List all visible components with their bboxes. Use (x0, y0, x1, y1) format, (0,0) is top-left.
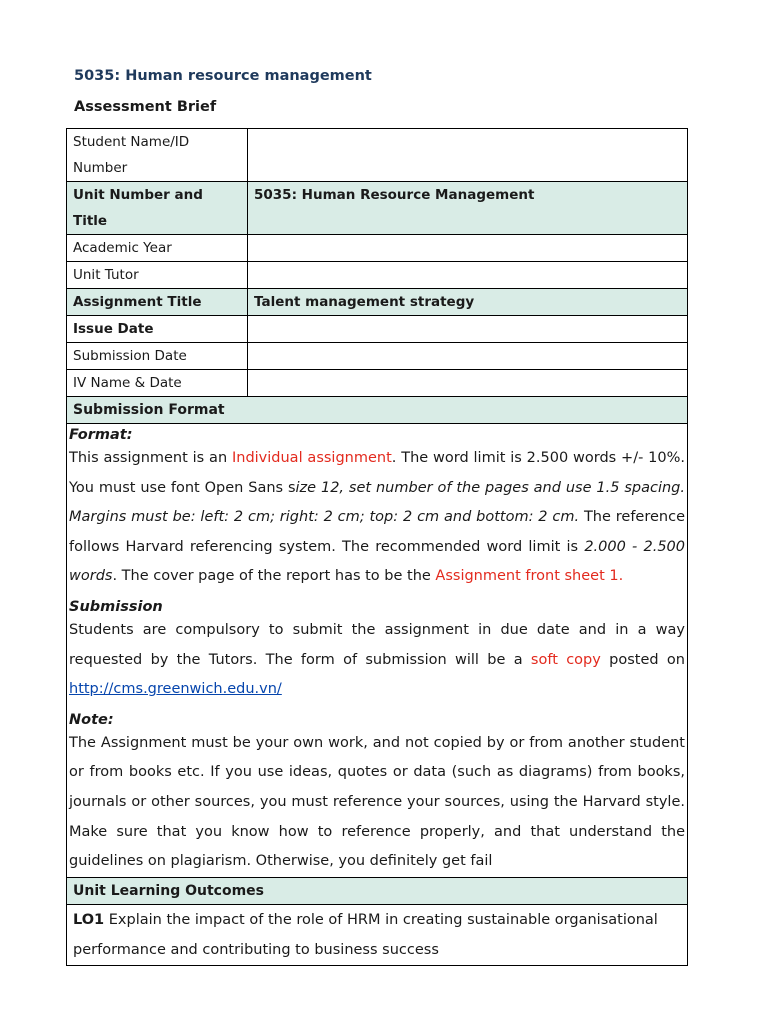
learning-outcomes-title: Unit Learning Outcomes (67, 877, 688, 904)
row-label-submission-date: Submission Date (67, 343, 248, 370)
table-row (67, 289, 688, 316)
row-value-assignment-title: Talent management strategy (248, 289, 688, 316)
table-row (67, 235, 688, 262)
table-row (67, 129, 688, 182)
row-value-unit-number: 5035: Human Resource Management (248, 182, 688, 235)
table-row (67, 370, 688, 397)
row-value-iv-name (248, 370, 688, 397)
row-label-iv-name: IV Name & Date (67, 370, 248, 397)
note-paragraph: The Assignment must be your own work, and not copied by or from another student or from books etc. If you use ideas, quotes or data (such as diagrams) from books, journals or other sources, you must reference your sources, using the Harvard style. Make sure that you know how to reference properly, and that understand the guidelines on plagiarism. Otherwise, you definitely get fail (69, 734, 685, 870)
row-label-unit-tutor: Unit Tutor (67, 262, 248, 289)
submission-format-title: Submission Format (67, 397, 688, 424)
format-text-margins: ize 12, set number of the pages and use 1.5 spacing. Margins must be: left: 2 cm; right: 2 cm; top: 2 cm and bottom: 2 cm. (69, 479, 685, 526)
format-label: Format: (69, 427, 133, 443)
note-label: Note: (69, 711, 114, 728)
submission-format-body (67, 424, 688, 878)
learning-outcome-item (67, 904, 688, 965)
row-value-submission-date (248, 343, 688, 370)
row-label-issue-date: Issue Date (67, 316, 248, 343)
format-text-3: The reference follows Harvard referencing system. The recommended word limit is (69, 509, 685, 555)
format-paragraph (69, 444, 685, 592)
submission-format-header (67, 397, 688, 424)
row-value-issue-date (248, 316, 688, 343)
submission-text-1: Students are compulsory to submit the assignment in due date and in a way requested by the Tutors. The form of submission will be a (69, 621, 685, 668)
lo-code: LO1 (73, 911, 105, 928)
cms-link[interactable]: http://cms.greenwich.edu.vn/ (69, 681, 282, 698)
format-text-1: This assignment is an (69, 450, 232, 466)
submission-format-content (67, 424, 688, 878)
lo-text: Explain the impact of the role of HRM in creating sustainable organisational performance and contributing to business success (73, 911, 658, 958)
document-subheading: Assessment Brief (74, 99, 217, 115)
learning-outcomes-header (67, 877, 688, 904)
row-label-student-name: Student Name/ID Number (67, 129, 248, 182)
format-text-2: . The word limit is 2.500 words +/- 10%. You must use font Open Sans s (69, 450, 685, 496)
submission-text-2: posted on (600, 651, 685, 668)
learning-outcome-row (67, 904, 688, 965)
format-text-individual: Individual assignment (231, 450, 392, 466)
submission-paragraph (69, 616, 685, 705)
table-row (67, 316, 688, 343)
assessment-brief-table (66, 128, 688, 966)
row-value-academic-year (248, 235, 688, 262)
submission-text-soft-copy: soft copy (530, 651, 601, 668)
table-row (67, 182, 688, 235)
table-row (67, 262, 688, 289)
format-text-4: . The cover page of the report has to be the (112, 568, 436, 585)
document-heading: 5035: Human resource management (74, 68, 372, 84)
format-text-front-sheet: Assignment front sheet 1. (435, 568, 624, 585)
table-row (67, 343, 688, 370)
row-value-student-name (248, 129, 688, 182)
submission-label: Submission (69, 598, 163, 615)
row-label-academic-year: Academic Year (67, 235, 248, 262)
row-label-assignment-title: Assignment Title (67, 289, 248, 316)
row-value-unit-tutor (248, 262, 688, 289)
format-text-word-limit: 2.000 - 2.500 words (69, 538, 685, 585)
row-label-unit-number: Unit Number and Title (67, 182, 248, 235)
